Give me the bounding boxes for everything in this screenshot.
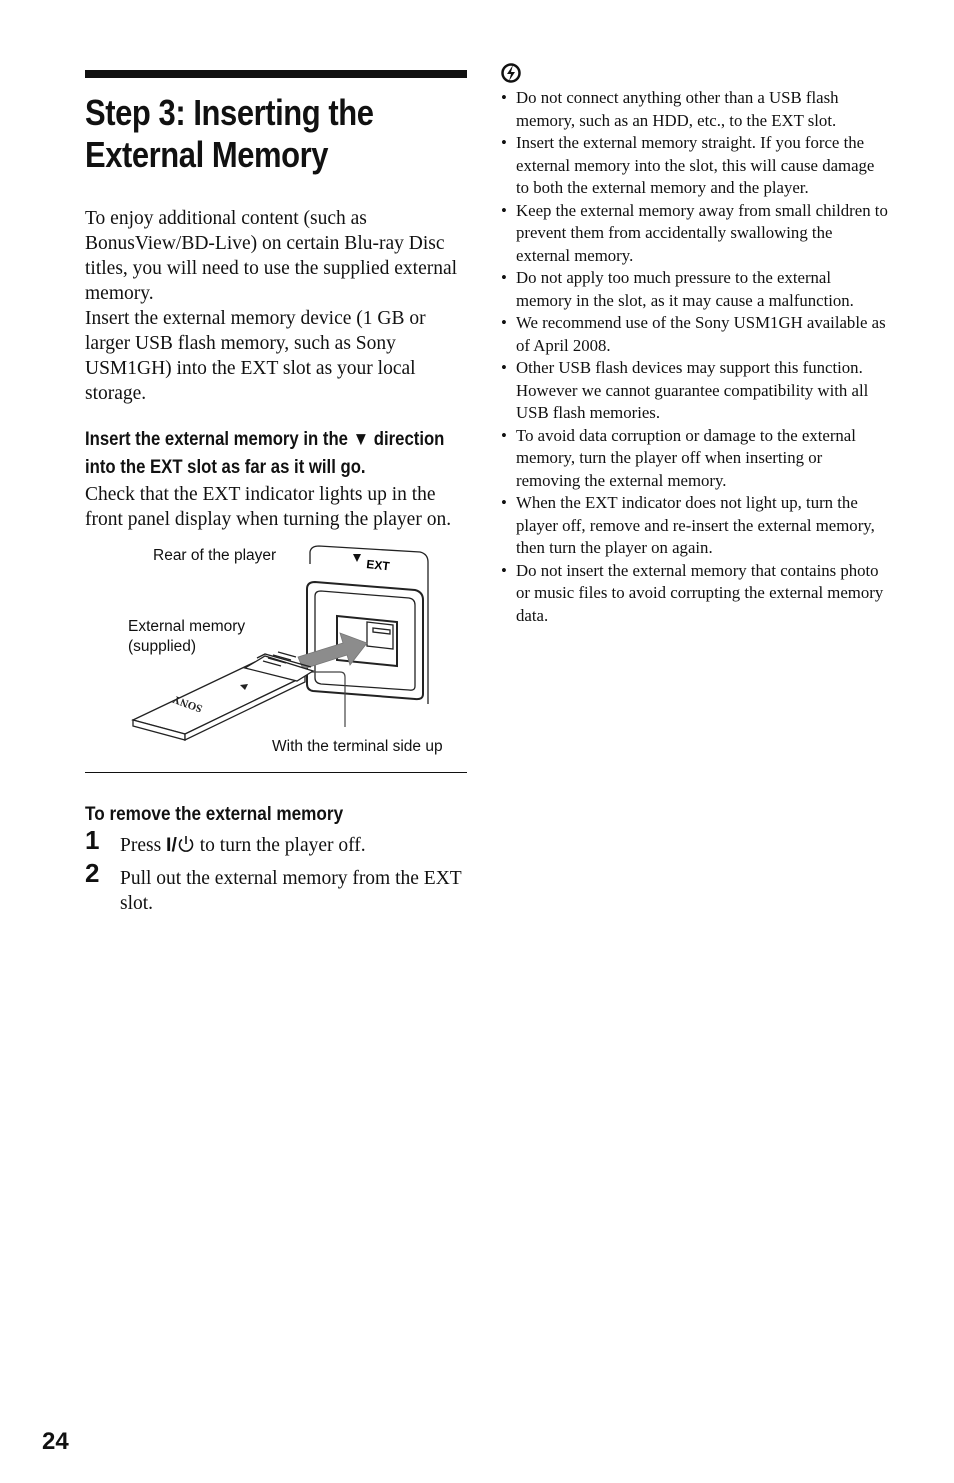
title-rule [85,70,467,78]
note-text: When the EXT indicator does not light up, turn the player off, remove and re-insert the external memory, then turn the player on again. [516,493,875,557]
power-icon [177,835,195,853]
note-text: Keep the external memory away from small children to prevent them from accidentally swallowing the external memory. [516,200,888,265]
remove-heading: To remove the external memory [85,803,344,825]
power-symbol-prefix: I/ [166,834,177,856]
intro-paragraph-2: Insert the external memory device (1 GB or larger USB flash memory, such as Sony USM1GH) into the EXT slot as your local storage. [85,308,426,404]
label-rear-of-player: Rear of the player [153,547,277,564]
insert-body: Check that the EXT indicator lights up in the front panel display when turning the player on. [85,484,452,530]
step-text-after: to turn the player off. [194,835,366,856]
remove-step-1 [85,825,467,858]
page-number: 24 [42,1428,69,1455]
left-column [85,70,467,924]
page-title-line-2: External Memory [85,134,329,175]
caution-note-icon [500,62,522,84]
note-item: • Do not insert the external memory that contains photo or music files to avoid corrupting the external memory data. [500,560,890,628]
section-divider [85,772,467,773]
note-item: • We recommend use of the Sony USM1GH available as of April 2008. [500,312,890,357]
remove-step-2 [85,858,467,916]
label-external-memory [128,617,245,657]
note-text: Do not apply too much pressure to the external memory in the slot, as it may cause a malfunction. [516,268,854,310]
note-text: Insert the external memory straight. If you force the external memory into the slot, this will cause damage to both the external memory and the player. [516,133,875,197]
step-text-before: Press [120,835,167,856]
label-terminal-side-up: With the terminal side up [272,738,443,755]
intro-text [85,206,467,406]
right-column [500,62,890,627]
note-item: • Do not connect anything other than a USB flash memory, such as an HDD, etc., to the EXT slot. [500,87,890,132]
step-text: Pull out the external memory from the EXT slot. [120,868,462,914]
note-text: Other USB flash devices may support this function. However we cannot guarantee compatibility with all USB flash memories. [516,358,869,422]
notes-list [500,87,890,627]
terminal-leader-line [304,672,345,727]
note-item: • To avoid data corruption or damage to the external memory, turn the player off when inserting or removing the external memory. [500,425,890,493]
remove-steps [85,825,467,916]
page-title-line-1: Step 3: Inserting the [85,92,374,133]
note-text: To avoid data corruption or damage to the external memory, turn the player off when inserting or removing the external memory. [516,425,856,490]
note-text: Do not connect anything other than a USB flash memory, such as an HDD, etc., to the EXT slot. [516,88,839,130]
usb-stick [133,652,313,740]
note-text: We recommend use of the Sony USM1GH available as of April 2008. [516,313,886,355]
ext-label-text: EXT [365,557,391,574]
step-text [120,833,465,858]
insertion-figure [85,534,467,764]
note-item: • Insert the external memory straight. If you force the external memory into the slot, this will cause damage to both the external memory and the player. [500,132,890,200]
page-title [85,92,467,176]
insert-heading: Insert the external memory in the ▼ direction into the EXT slot as far as it will go. [85,429,445,478]
note-item: • Keep the external memory away from small children to prevent them from accidentally swallowing the external memory. [500,200,890,268]
intro-paragraph-1: To enjoy additional content (such as BonusView/BD-Live) on certain Blu-ray Disc titles, you will need to use the supplied external memory. [85,208,458,304]
step-number: 1 [85,825,100,855]
note-item: • Do not apply too much pressure to the external memory in the slot, as it may cause a malfunction. [500,267,890,312]
step-number: 2 [85,858,100,888]
note-text: Do not insert the external memory that contains photo or music files to avoid corrupting the external memory data. [516,560,884,625]
usb-brand-text: SONY [171,692,205,715]
label-external-memory-line-2: (supplied) [128,638,197,655]
ext-slot-label [353,554,391,573]
note-item: • Other USB flash devices may support this function. However we cannot guarantee compatibility with all USB flash memories. [500,357,890,425]
insert-arrow-icon [298,633,367,669]
note-item: • When the EXT indicator does not light up, turn the player off, remove and re-insert the external memory, then turn the player on again. [500,492,890,560]
label-external-memory-line-1: External memory [128,618,246,635]
